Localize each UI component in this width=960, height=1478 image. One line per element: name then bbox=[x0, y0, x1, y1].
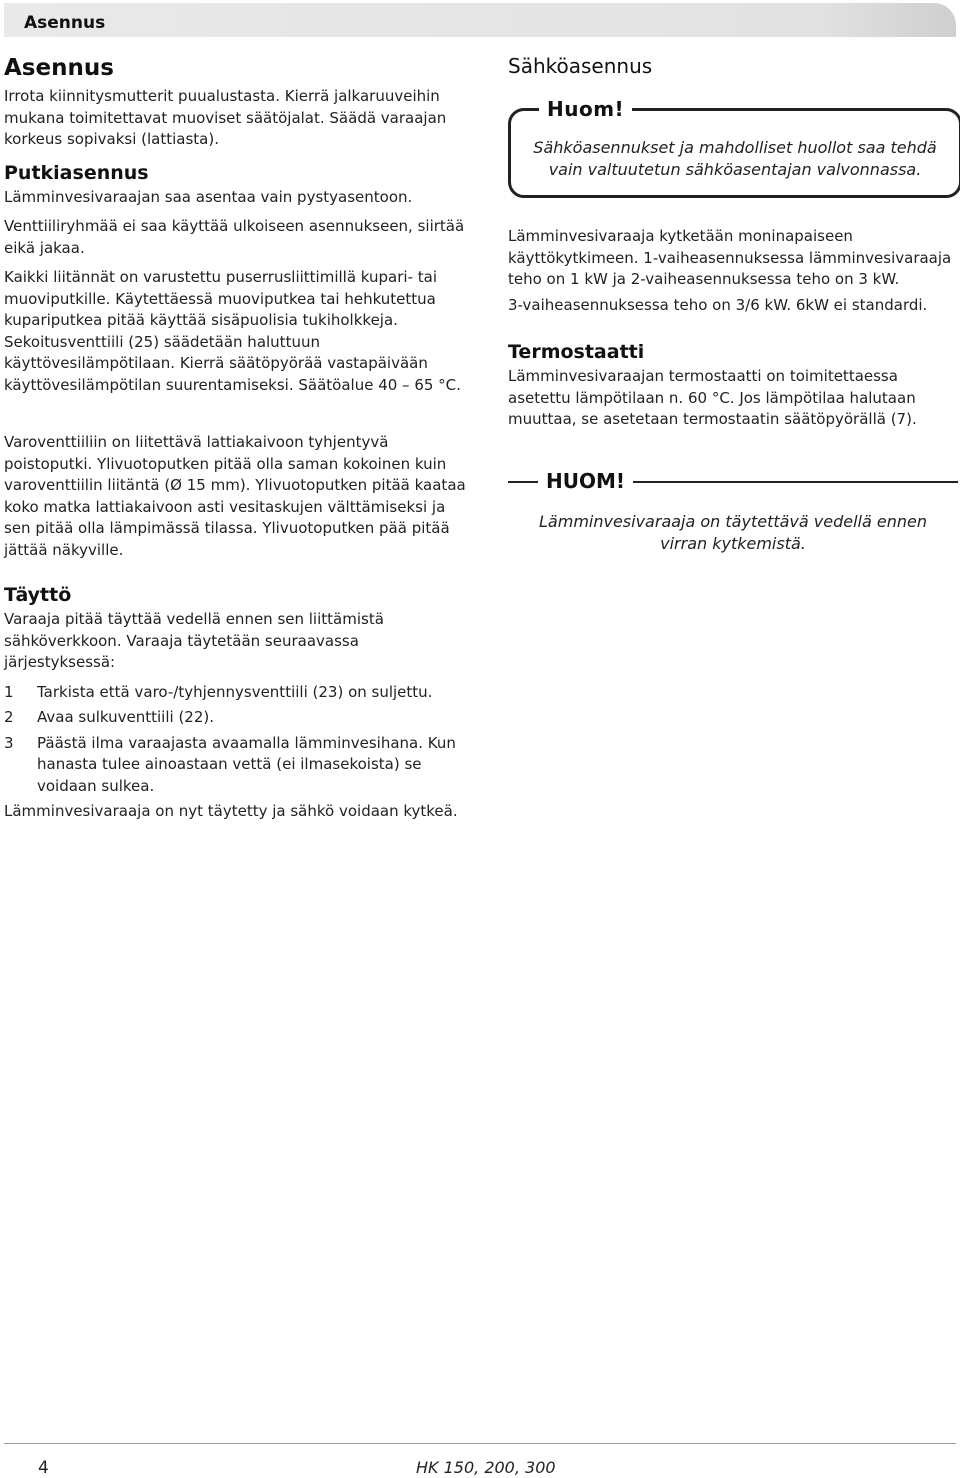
section-header-band bbox=[4, 3, 956, 37]
page-title: Asennus bbox=[4, 55, 114, 81]
pipe-paragraph-1: Lämminvesivaraajan saa asentaa vain pystyasentoon. bbox=[4, 187, 413, 206]
electrical-paragraph-2: 3-vaiheasennuksessa teho on 3/6 kW. 6kW ei standardi. bbox=[508, 295, 928, 314]
fill-intro: Varaaja pitää täyttää vedellä ennen sen liittämistä sähköverkkoon. Varaaja täytetään seuraavassa järjestyksessä: bbox=[4, 610, 384, 671]
thermostat-paragraph: Lämminvesivaraajan termostaatti on toimitettaessa asetettu lämpötilaan n. 60 °C. Jos lämpötilaa halutaan muuttaa, se asetetaan termostaatin säätöpyörällä (7). bbox=[508, 367, 917, 428]
warning-badge: Huom! bbox=[539, 97, 632, 121]
page-number: 4 bbox=[38, 1458, 49, 1478]
fill-outro: Lämminvesivaraaja on nyt täytetty ja sähkö voidaan kytkeä. bbox=[4, 802, 458, 820]
left-column bbox=[4, 52, 466, 823]
notice-box bbox=[508, 468, 958, 555]
right-column bbox=[508, 52, 960, 555]
step-text: Avaa sulkuventtiili (22). bbox=[37, 708, 215, 726]
electrical-heading: Sähköasennus bbox=[508, 54, 653, 78]
fill-step-3 bbox=[4, 733, 466, 798]
warning-text: Sähköasennukset ja mahdolliset huollot saa tehdä vain valtuutetun sähköasentajan valvonnassa. bbox=[533, 138, 937, 179]
electrical-paragraph-1: Lämminvesivaraaja kytketään moninapaiseen käyttökytkimeen. 1-vaiheasennuksessa lämminvesivaraaja teho on 1 kW ja 2-vaiheasennuksessa teho on 3 kW. bbox=[508, 227, 952, 288]
thermostat-heading: Termostaatti bbox=[508, 341, 645, 363]
fill-step-1 bbox=[4, 682, 466, 704]
model-label: HK 150, 200, 300 bbox=[416, 1458, 556, 1477]
pipe-heading: Putkiasennus bbox=[4, 161, 149, 184]
pipe-paragraph-4: Varoventtiiliin on liitettävä lattiakaivoon tyhjentyvä poistoputki. Ylivuotoputken pitää olla saman kokoinen kuin varoventtiilin liitäntä (Ø 15 mm). Ylivuotoputken pitää kaataa koko matka lattiakaivoon asti vesitaskujen välttämiseksi ja sen pitää olla lämpimässä tilassa. Ylivuotoputken pää pitää jättää näkyville. bbox=[4, 433, 466, 559]
step-text: Päästä ilma varaajasta avaamalla lämminvesihana. Kun hanasta tulee ainoastaan vettä (ei ilmasekoista) se voidaan sulkea. bbox=[37, 733, 456, 795]
pipe-paragraph-3: Kaikki liitännät on varustettu puserrusliittimillä kupari- tai muoviputkille. Käytettäessä muoviputkea tai hehkutettua kupariputkea pitää käyttää sisäpuolisia tukiholkkeja. Sekoitusventtiili (25) säädetään haluttuun käyttövesilämpötilaan. Kierrä säätöpyörää vastapäivään käyttövesilämpötilan suurentamiseksi. Säätöalue 40 – 65 °C. bbox=[4, 268, 461, 394]
intro-paragraph: Irrota kiinnitysmutterit puualustasta. Kierrä jalkaruuveihin mukana toimitettavat muoviset säätöjalat. Säädä varaajan korkeus sopivaksi (lattiasta). bbox=[4, 87, 447, 148]
step-number: 3 bbox=[4, 733, 14, 752]
warning-box bbox=[508, 97, 960, 198]
step-text: Tarkista että varo-/tyhjennysventtiili (23) on suljettu. bbox=[37, 682, 433, 701]
notice-badge: HUOM! bbox=[538, 469, 633, 493]
step-number: 1 bbox=[4, 682, 14, 701]
step-number: 2 bbox=[4, 708, 14, 726]
pipe-paragraph-2: Venttiiliryhmää ei saa käyttää ulkoiseen asennukseen, siirtää eikä jakaa. bbox=[4, 217, 465, 257]
notice-text: Lämminvesivaraaja on täytettävä vedellä ennen virran kytkemistä. bbox=[539, 511, 927, 553]
section-header-title: Asennus bbox=[24, 13, 106, 33]
fill-heading: Täyttö bbox=[4, 584, 72, 606]
fill-step-2 bbox=[4, 707, 466, 729]
footer-divider bbox=[4, 1443, 956, 1444]
